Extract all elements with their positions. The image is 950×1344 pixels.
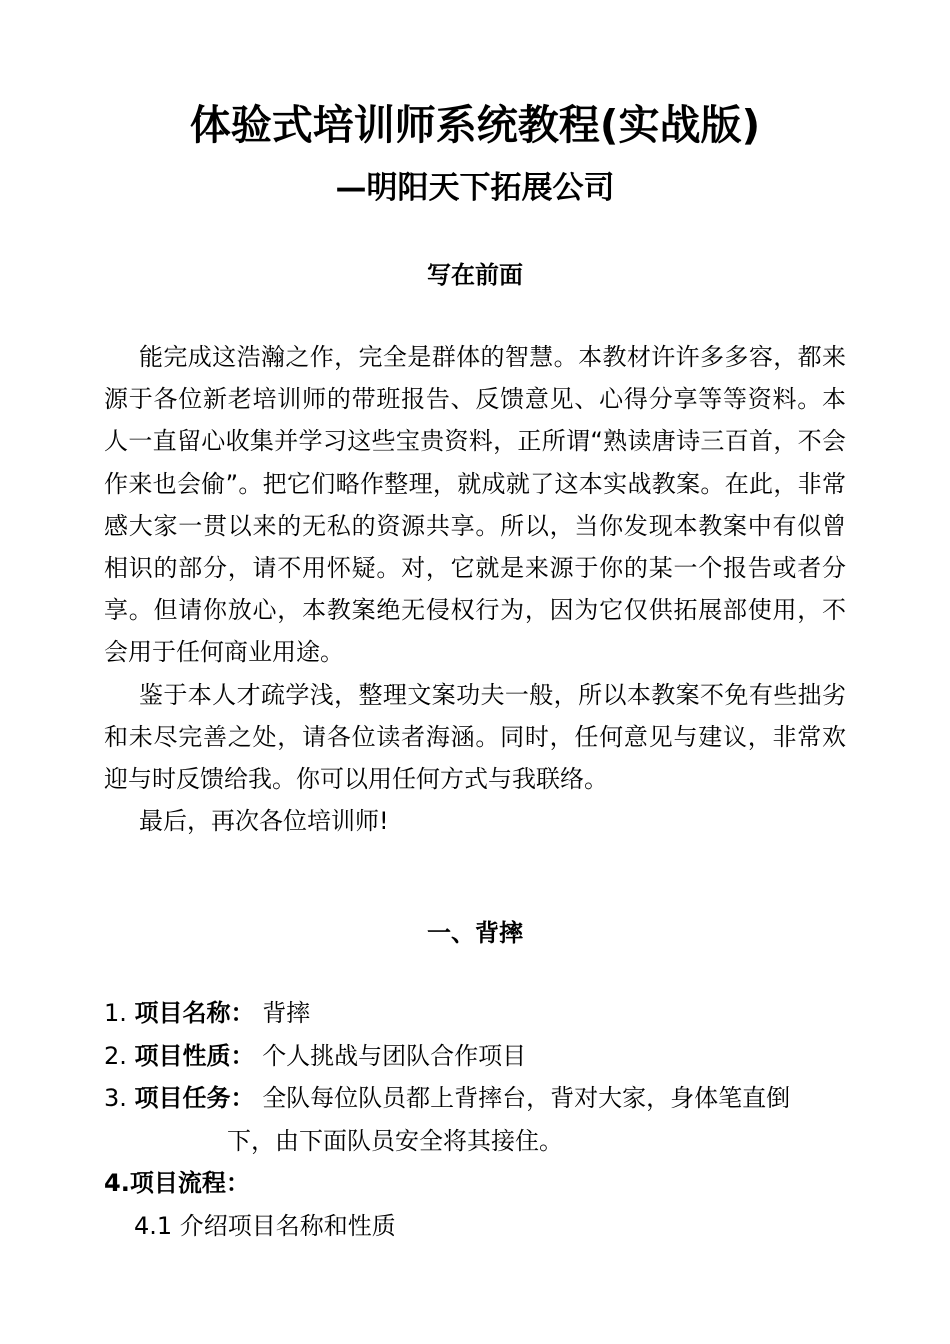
item-number: 2.	[104, 1041, 127, 1070]
preface-paragraph: 最后，再次各位培训师!	[139, 807, 389, 836]
item-label: 项目流程：	[129, 1169, 250, 1197]
item-number: 4.	[104, 1169, 130, 1197]
list-item	[104, 1077, 846, 1120]
list-item	[104, 992, 846, 1035]
preface-paragraph: 能完成这浩瀚之作，完全是群体的智慧。本教材许许多多容，都来源于各位新老培训师的带班报告、反馈意见、心得分享等等资料。本人一直留心收集并学习这些宝贵资料，正所谓“熟读唐诗三百首，不会作来也会偷”。把它们略作整理，就成就了这本实战教案。在此，非常感大家一贯以来的无私的资源共享。所以，当你发现本教案中有似曾相识的部分，请不用怀疑。对，它就是来源于你的某一个报告或者分享。但请你放心，本教案绝无侵权行为，因为它仅供拓展部使用，不会用于任何商业用途。	[104, 343, 846, 667]
document-title: 体验式培训师系统教程(实战版)	[189, 101, 761, 149]
item-number: 3.	[104, 1084, 127, 1112]
sub-item	[104, 1205, 846, 1248]
section-heading: 一、背摔	[427, 919, 523, 947]
item-label: 项目名称：	[134, 999, 255, 1027]
item-label: 项目任务：	[134, 1084, 255, 1112]
sub-item-text: 4.1 介绍项目名称和性质	[134, 1211, 396, 1240]
item-text: 全队每位队员都上背摔台，背对大家，身体笔直倒	[262, 1084, 791, 1112]
list-item	[104, 1035, 846, 1078]
document-subtitle: —明阳天下拓展公司	[335, 170, 615, 206]
item-label: 项目性质：	[134, 1041, 255, 1070]
preface-heading: 写在前面	[427, 261, 523, 289]
list-item	[104, 1162, 846, 1205]
item-list	[104, 992, 846, 1247]
item-text: 下，由下面队员安全将其接住。	[227, 1126, 563, 1155]
item-text: 背摔	[262, 999, 311, 1027]
item-number: 1.	[104, 999, 127, 1027]
list-item-continuation	[104, 1120, 846, 1163]
item-text: 个人挑战与团队合作项目	[262, 1041, 527, 1070]
preface-body	[104, 336, 846, 842]
preface-paragraph: 鉴于本人才疏学浅，整理文案功夫一般，所以本教案不免有些拙劣和未尽完善之处，请各位读者海涵。同时，任何意见与建议，非常欢迎与时反馈给我。你可以用任何方式与我联络。	[104, 680, 846, 794]
